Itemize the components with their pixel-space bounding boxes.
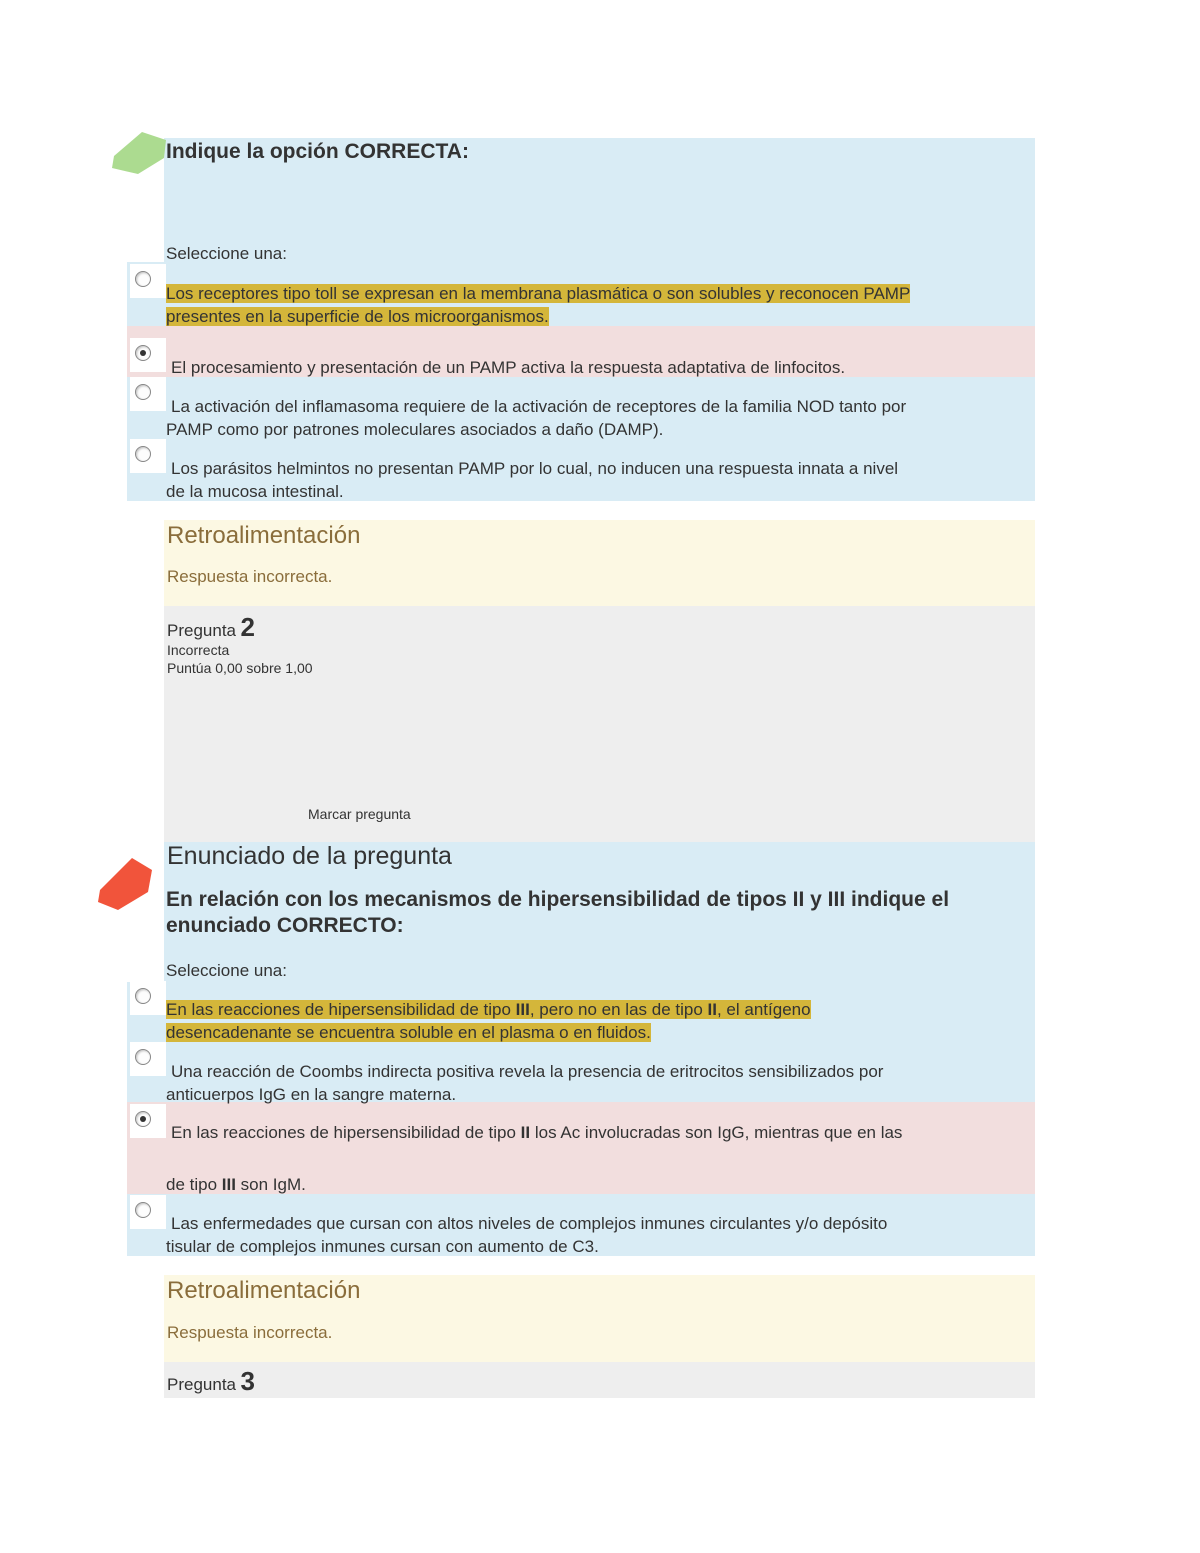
question2-prompt [166,887,1032,939]
question-number: 3 [240,1366,255,1396]
option-line: PAMP como por patrones moleculares asociados a daño (DAMP). [166,420,664,439]
question2-option4-text [166,1212,1032,1258]
question2-option3-line2 [166,1173,306,1196]
radio-checked-icon[interactable] [135,345,151,361]
question1-option1-radio-box[interactable] [130,264,166,298]
question2-feedback-text: Respuesta incorrecta. [167,1323,333,1342]
radio-unchecked-icon[interactable] [135,446,151,462]
option-text-part: los Ac involucradas son IgG, mientras que en las [530,1123,903,1142]
prompt-line: En relación con los mecanismos de hipersensibilidad de tipos II y III indique el [166,888,950,911]
question1-option1-text [166,282,1032,328]
option-text-part: de tipo [166,1175,222,1194]
option-line: Los receptores tipo toll se expresan en la membrana plasmática o son solubles y reconocen PAMP [166,284,911,303]
question2-score: Puntúa 0,00 sobre 1,00 [167,660,313,676]
correct-marker-icon [108,126,168,178]
question1-option4-radio-box[interactable] [130,439,166,473]
option-line: desencadenante se encuentra soluble en el plasma o en fluidos. [166,1023,651,1042]
question2-label [167,612,255,643]
radio-unchecked-icon[interactable] [135,384,151,400]
question1-option3-text [166,395,1032,441]
question2-option4-radio-box[interactable] [130,1195,166,1229]
option-line: Los parásitos helmintos no presentan PAMP por lo cual, no inducen una respuesta innata a nivel [171,459,899,478]
question2-option3-line1 [171,1121,1033,1144]
question1-prompt: Indique la opción CORRECTA: [166,140,469,163]
radio-unchecked-icon[interactable] [135,1049,151,1065]
option-line: tisular de complejos inmunes cursan con aumento de C3. [166,1237,599,1256]
question2-option1-text [166,998,1032,1044]
question2-option2-text [166,1060,1032,1106]
radio-unchecked-icon[interactable] [135,271,151,287]
option-text-part: , pero no en las de tipo [529,1000,708,1019]
incorrect-marker-icon [94,852,158,914]
question1-feedback-title: Retroalimentación [167,522,361,549]
option-text-bold: II [707,1000,717,1019]
option-line: Las enfermedades que cursan con altos niveles de complejos inmunes circulantes y/o depósito [171,1214,888,1233]
prompt-line: enunciado CORRECTO: [166,914,404,937]
option-text-bold: III [515,1000,530,1019]
option-line: El procesamiento y presentación de un PAMP activa la respuesta adaptativa de linfocitos. [171,358,846,377]
question1-select-one: Seleccione una: [166,244,287,263]
question2-feedback-title: Retroalimentación [167,1277,361,1304]
option-text-part: En las reacciones de hipersensibilidad de tipo [171,1123,521,1142]
option-text-bold: II [520,1123,531,1142]
question-label: Pregunta [167,621,236,640]
question2-option2-radio-box[interactable] [130,1042,166,1076]
radio-unchecked-icon[interactable] [135,988,151,1004]
option-text-part: , el antígeno [716,1000,811,1019]
question-label: Pregunta [167,1375,236,1394]
option-line: La activación del inflamasoma requiere de la activación de receptores de la familia NOD tanto por [171,397,907,416]
radio-checked-icon[interactable] [135,1111,151,1127]
flag-question-link[interactable]: Marcar pregunta [308,806,411,822]
question1-option2-radio-box[interactable] [130,338,166,372]
question2-option3-radio-box[interactable] [130,1104,166,1138]
question-number: 2 [240,612,255,642]
question1-option3-radio-box[interactable] [130,377,166,411]
question2-enunciado-title: Enunciado de la pregunta [167,842,452,870]
question2-option1-radio-box[interactable] [130,981,166,1015]
question2-info [164,606,1035,842]
option-text-part: son IgM. [235,1175,306,1194]
question2-select-one: Seleccione una: [166,961,287,980]
option-text-bold: III [221,1175,236,1194]
option-line: anticuerpos IgG en la sangre materna. [166,1085,457,1104]
option-line: de la mucosa intestinal. [166,482,344,501]
option-text-part: En las reacciones de hipersensibilidad de tipo [166,1000,516,1019]
question1-option2-text [171,356,845,379]
question1-option4-text [166,457,1032,503]
option-line: Una reacción de Coombs indirecta positiva revela la presencia de eritrocitos sensibilizados por [171,1062,884,1081]
question3-label [167,1366,255,1397]
radio-unchecked-icon[interactable] [135,1202,151,1218]
question1-feedback-text: Respuesta incorrecta. [167,567,333,586]
option-line: presentes en la superficie de los microorganismos. [166,307,549,326]
question2-status: Incorrecta [167,642,230,658]
option-line [166,1000,811,1019]
question3-info [164,1362,1035,1398]
